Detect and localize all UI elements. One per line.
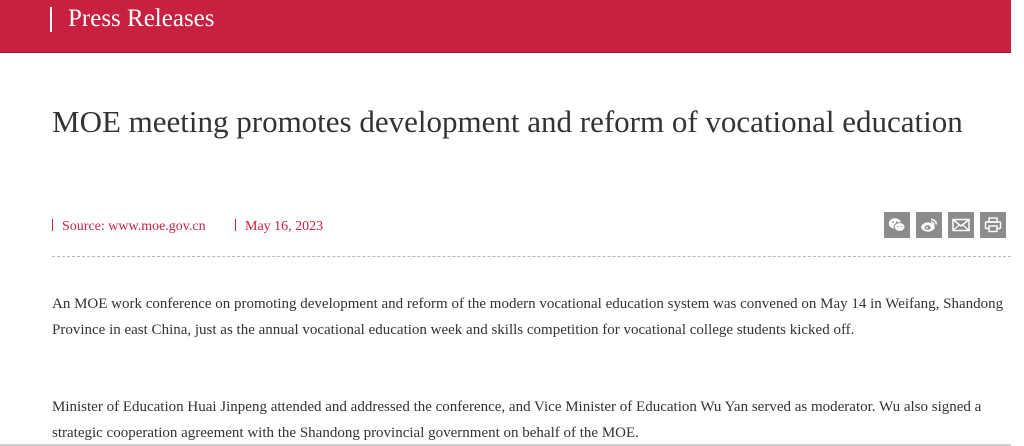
share-email-button[interactable] (948, 212, 974, 238)
share-print-button[interactable] (980, 212, 1006, 238)
print-icon (984, 217, 1002, 233)
section-title[interactable]: Press Releases (68, 5, 215, 32)
weibo-icon (920, 217, 938, 233)
share-weibo-button[interactable] (916, 212, 942, 238)
article-title: MOE meeting promotes development and reform of vocational education (52, 104, 963, 139)
header-divider (50, 7, 52, 32)
meta-divider (52, 219, 53, 231)
divider (52, 256, 1011, 257)
wechat-icon (888, 217, 906, 233)
share-wechat-button[interactable] (884, 212, 910, 238)
source-label: Source: www.moe.gov.cn (62, 219, 206, 234)
date-label: May 16, 2023 (245, 219, 324, 234)
article-date (235, 218, 323, 236)
article-source (52, 218, 206, 236)
section-header (0, 0, 1011, 53)
email-icon (952, 218, 970, 232)
article-paragraph: An MOE work conference on promoting development and reform of the modern vocational education system was convened on May 14 in Weifang, Shandong Province in east China, just as the annual vocational education week and skills competition for vocational college students kicked off. (52, 296, 1004, 338)
meta-divider (235, 219, 236, 231)
article-paragraph: Minister of Education Huai Jinpeng attended and addressed the conference, and Vice Minister of Education Wu Yan served as moderator. Wu also signed a strategic cooperation agreement with the Shandong provincial government on behalf of the MOE. (52, 399, 982, 441)
